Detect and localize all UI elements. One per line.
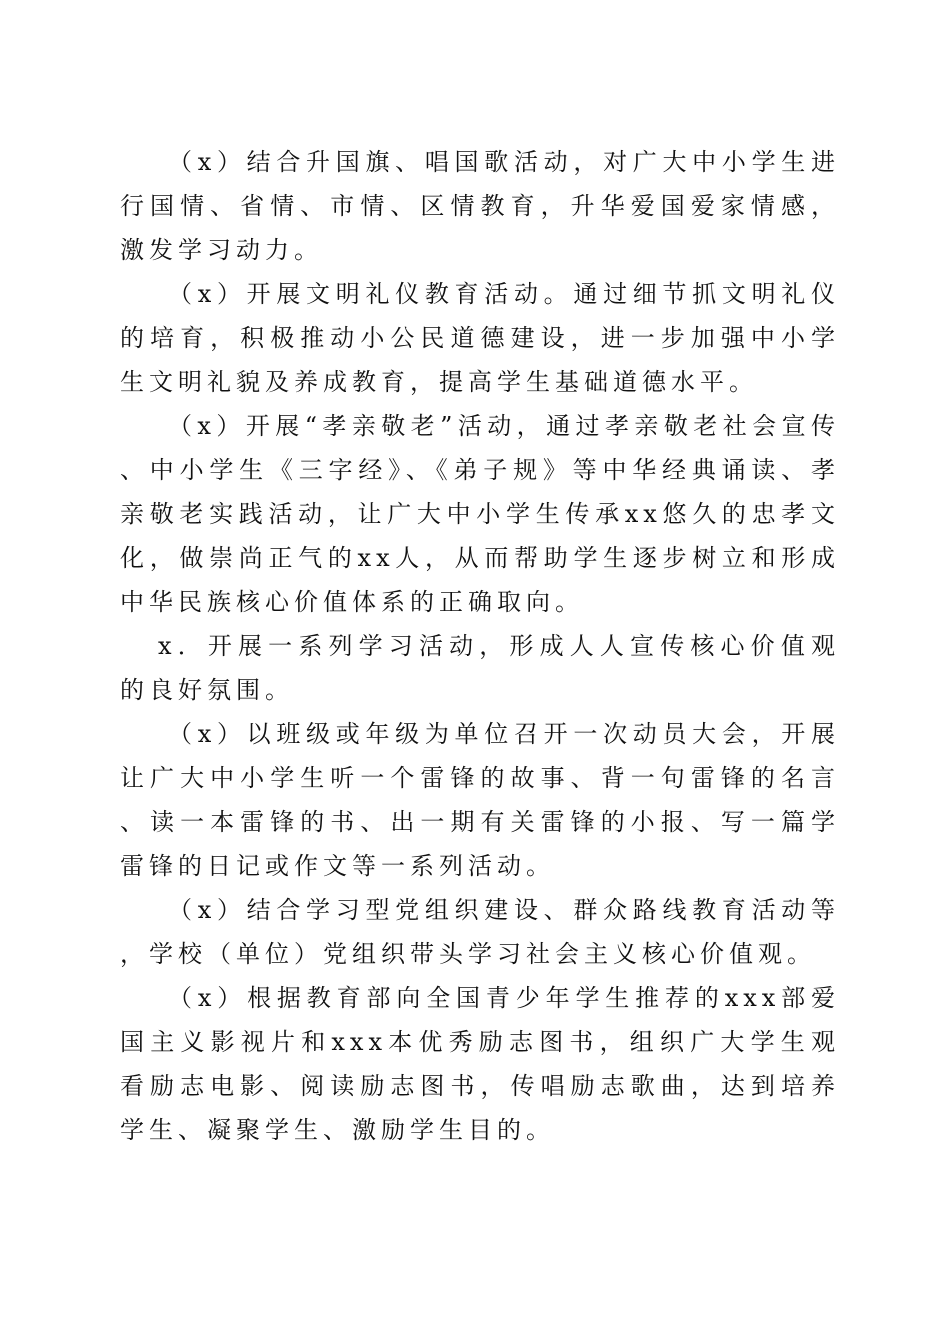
section-heading-paragraph: x．开展一系列学习活动，形成人人宣传核心价值观的良好氛围。 (120, 632, 840, 704)
paragraph: （x）结合升国旗、唱国歌活动，对广大中小学生进行国情、省情、市情、区情教育，升华爱国爱家情感，激发学习动力。 (120, 148, 840, 264)
paragraph: （x）以班级或年级为单位召开一次动员大会，开展让广大中小学生听一个雷锋的故事、背一句雷锋的名言、读一本雷锋的书、出一期有关雷锋的小报、写一篇学雷锋的日记或作文等一系列活动。 (120, 720, 840, 880)
paragraph: （x）开展“孝亲敬老”活动，通过孝亲敬老社会宣传、中小学生《三字经》、《弟子规》等中华经典诵读、孝亲敬老实践活动，让广大中小学生传承xx悠久的忠孝文化，做崇尚正气的xx人，从而帮助学生逐步树立和形成中华民族核心价值体系的正确取向。 (120, 412, 840, 616)
document-body (120, 140, 840, 1152)
paragraph: （x）根据教育部向全国青少年学生推荐的xxx部爱国主义影视片和xxx本优秀励志图书，组织广大学生观看励志电影、阅读励志图书，传唱励志歌曲，达到培养学生、凝聚学生、激励学生目的。 (120, 984, 840, 1144)
paragraph: （x）结合学习型党组织建设、群众路线教育活动等，学校（单位）党组织带头学习社会主义核心价值观。 (120, 896, 840, 968)
paragraph: （x）开展文明礼仪教育活动。通过细节抓文明礼仪的培育，积极推动小公民道德建设，进一步加强中小学生文明礼貌及养成教育，提高学生基础道德水平。 (120, 280, 840, 396)
